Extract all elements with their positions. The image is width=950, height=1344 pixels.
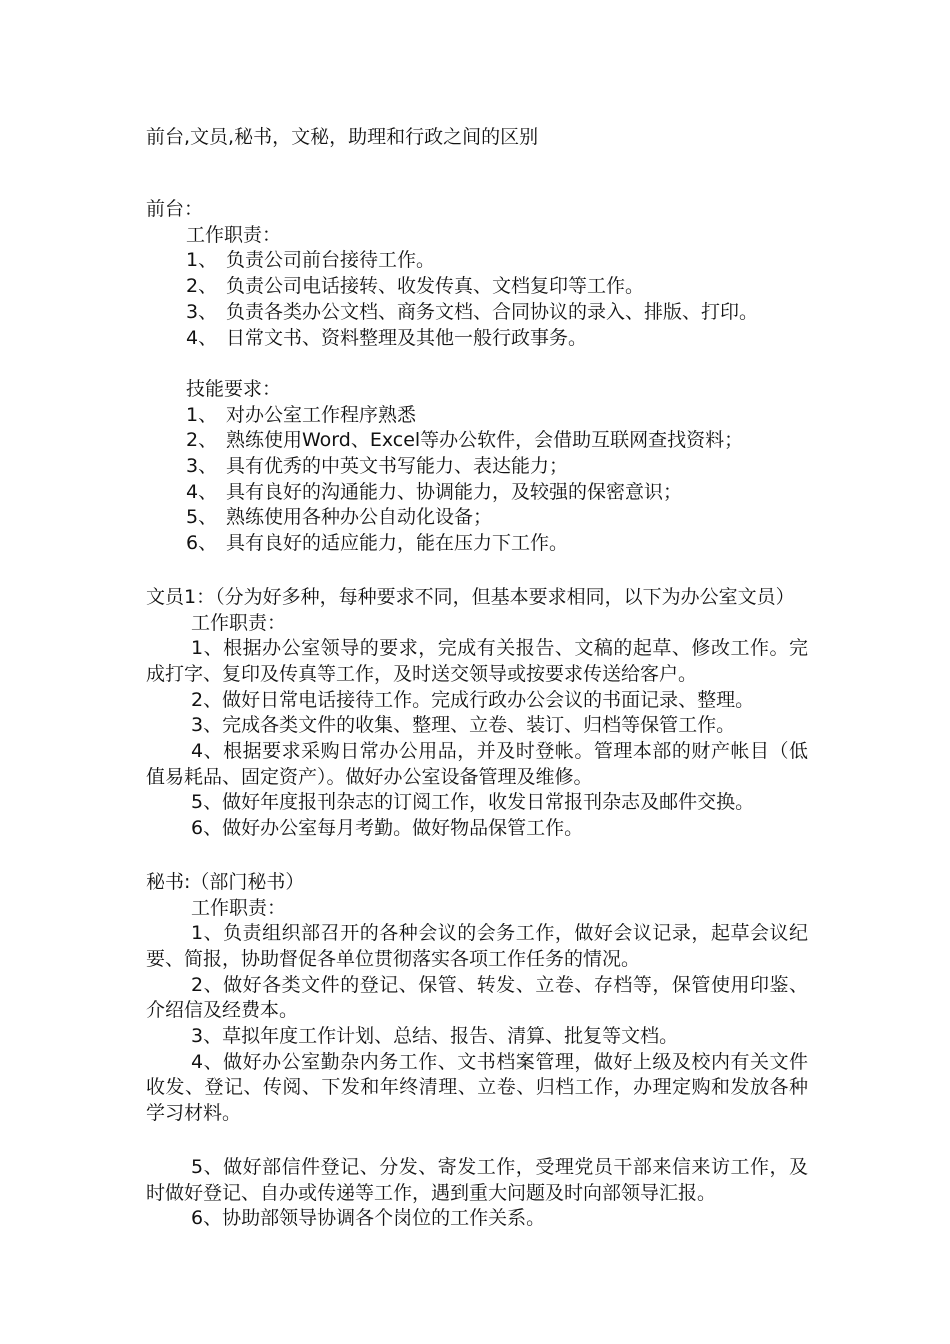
list-item <box>186 454 808 480</box>
list-item <box>186 428 808 454</box>
qiantai-duties-heading: 工作职责： <box>186 223 282 246</box>
qiantai-duties-list <box>146 248 808 351</box>
list-item <box>186 531 808 557</box>
list-item <box>186 480 808 506</box>
list-item-text: 对办公室工作程序熟悉 <box>226 403 417 426</box>
spacer <box>146 842 808 870</box>
list-item: 6、做好办公室每月考勤。做好物品保管工作。 <box>191 817 584 840</box>
spacer <box>146 1127 808 1155</box>
list-item-text: 日常文书、资料整理及其他一般行政事务。 <box>226 326 588 349</box>
list-item: 5、做好部信件登记、分发、寄发工作，受理党员干部来信来访工作，及时做好登记、自办或传递等工作，遇到重大问题及时向部领导汇报。 <box>146 1155 808 1204</box>
list-item <box>186 274 808 300</box>
qiantai-skills-list <box>146 403 808 557</box>
list-item-number: 6、 <box>186 532 218 555</box>
list-item-number: 2、 <box>186 429 218 452</box>
list-item-text: 熟练使用各种办公自动化设备； <box>226 506 493 529</box>
spacer <box>146 351 808 377</box>
list-item <box>186 403 808 429</box>
list-item: 4、根据要求采购日常办公用品，并及时登帐。管理本部的财产帐目（低值易耗品、固定资产）。做好办公室设备管理及维修。 <box>146 740 808 788</box>
list-item: 3、完成各类文件的收集、整理、立卷、装订、归档等保管工作。 <box>191 714 736 737</box>
list-item: 2、做好各类文件的登记、保管、转发、立卷、存档等，保管使用印鉴、介绍信及经费本。 <box>146 973 808 1022</box>
list-item-number: 3、 <box>186 455 218 478</box>
list-item-number: 1、 <box>186 403 218 426</box>
spacer <box>146 557 808 585</box>
list-item: 5、做好年度报刊杂志的订阅工作，收发日常报刊杂志及邮件交换。 <box>191 791 755 814</box>
list-item-number: 3、 <box>186 300 218 323</box>
section-heading-wenyuan: 文员1：（分为好多种，每种要求不同，但基本要求相同，以下为办公室文员） <box>146 585 795 608</box>
document-title: 前台,文员,秘书，文秘，助理和行政之间的区别 <box>146 126 539 148</box>
list-item-text: 具有优秀的中英文书写能力、表达能力； <box>226 455 569 478</box>
list-item: 6、协助部领导协调各个岗位的工作关系。 <box>191 1207 546 1230</box>
list-item: 1、负责组织部召开的各种会议的会务工作，做好会议记录，起草会议纪要、简报，协助督促各单位贯彻落实各项工作任务的情况。 <box>146 922 808 970</box>
qiantai-skills-heading: 技能要求： <box>186 377 282 400</box>
list-item: 3、草拟年度工作计划、总结、报告、清算、批复等文档。 <box>191 1025 679 1048</box>
list-item-text: 具有良好的沟通能力、协调能力，及较强的保密意识； <box>226 480 683 503</box>
section-heading-qiantai: 前台： <box>146 198 204 220</box>
list-item <box>186 505 808 531</box>
list-item-text: 负责公司前台接待工作。 <box>226 249 436 272</box>
wenyuan-duties-heading: 工作职责： <box>191 611 287 634</box>
list-item-number: 1、 <box>186 249 218 272</box>
list-item <box>186 248 808 274</box>
list-item <box>186 300 808 326</box>
list-item <box>186 326 808 352</box>
wenyuan-duties-list <box>146 636 808 842</box>
mishu-duties-list-continued <box>146 1155 808 1232</box>
mishu-duties-list <box>146 921 808 1127</box>
list-item-number: 4、 <box>186 480 218 503</box>
list-item-text: 负责各类办公文档、商务文档、合同协议的录入、排版、打印。 <box>226 300 759 323</box>
list-item-number: 2、 <box>186 275 218 298</box>
list-item-number: 5、 <box>186 506 218 529</box>
section-heading-mishu: 秘书:（部门秘书） <box>146 870 305 893</box>
list-item: 2、做好日常电话接待工作。完成行政办公会议的书面记录、整理。 <box>191 688 755 711</box>
mishu-duties-heading: 工作职责： <box>191 896 287 919</box>
list-item-text: 负责公司电话接转、收发传真、文档复印等工作。 <box>226 275 645 298</box>
list-item-text: 具有良好的适应能力，能在压力下工作。 <box>226 532 569 555</box>
list-item: 1、根据办公室领导的要求，完成有关报告、文稿的起草、修改工作。完成打字、复印及传真等工作，及时送交领导或按要求传送给客户。 <box>146 637 808 685</box>
list-item-text: 熟练使用Word、Excel等办公软件，会借助互联网查找资料； <box>226 429 744 452</box>
list-item-number: 4、 <box>186 326 218 349</box>
document-body <box>146 197 808 1232</box>
list-item: 4、做好办公室勤杂内务工作、文书档案管理，做好上级及校内有关文件收发、登记、传阅、下发和年终清理、立卷、归档工作，办理定购和发放各种学习材料。 <box>146 1050 808 1125</box>
